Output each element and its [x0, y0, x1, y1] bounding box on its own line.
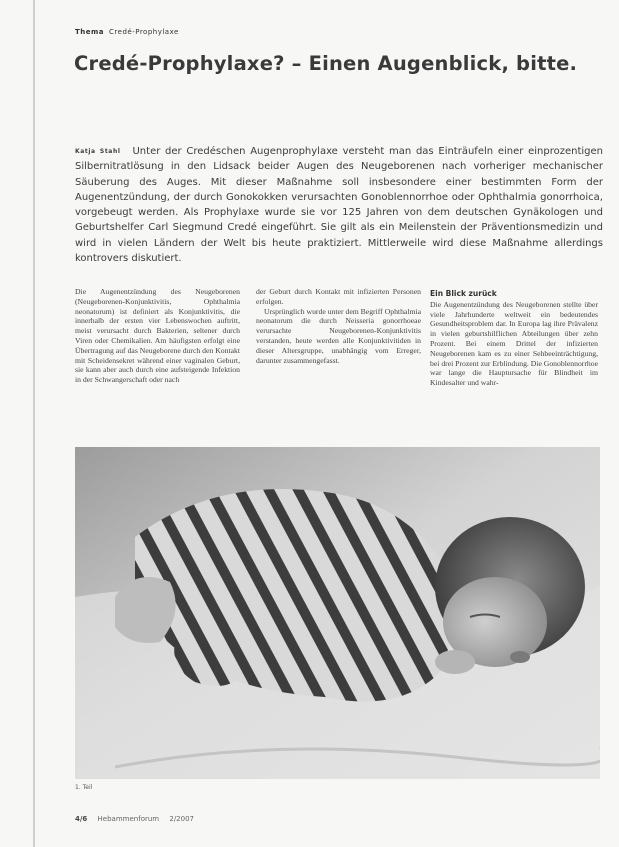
article-title: Credé-Prophylaxe? – Einen Augenblick, bitte.	[74, 52, 578, 75]
column-2-text: der Geburt durch Kontakt mit infizierten Personen erfolgen.	[256, 287, 421, 306]
issue-number: 2/2007	[169, 815, 194, 823]
section-header	[75, 28, 179, 36]
sleeping-baby-photo	[75, 447, 600, 779]
page-gutter	[33, 0, 35, 847]
lead-text: Unter der Credéschen Augenprophylaxe versteht man das Einträufeln einer einprozentigen Silbernitratlösung in den Lidsack beider Augen des Neugeborenen nach vorheriger mechanischer Säuberung des Auges. Mit dieser Maßnahme soll insbesondere einer bestimmten Form der Augenentzündung, der durch Gonokokken verursachten Gonoblennorrhoe oder Ophthalmia gonorrhoica, vorgebeugt werden. Als Prophylaxe wurde sie vor 125 Jahren von dem deutschen Gynäkologen und Geburtshelfer Carl Siegmund Credé eingeführt. Sie gilt als ein Meilenstein der Präventionsmedizin und wird in vielen Ländern der Welt bis heute praktiziert. Mittlerweile wird diese Maßnahme allerdings kontrovers diskutiert.	[75, 146, 603, 265]
body-column-1	[75, 287, 240, 385]
column-3-text: Die Augenentzündung des Neugeborenen stellte über viele Jahrhunderte weltweit ein bedeutendes Gesundheitsproblem dar. In Europa lag ihre Prävalenz in vielen geburtshilflichen Abteilungen über zehn Prozent. Bei einem Drittel der infizierten Neugeborenen kam es zu einer Sehbeeinträchtigung, bei drei Prozent zur Erblindung. Die Gonoblennorrhoe war lange die Hauptursache für Blindheit im Kindesalter und wahr-	[430, 299, 599, 388]
page-number: 4/6	[75, 815, 88, 823]
column-3-heading: Ein Blick zurück	[430, 289, 497, 298]
author-name: Katja Stahl	[75, 148, 121, 155]
column-1-text: Die Augenentzündung des Neugeborenen (Neugeborenen-Konjunktivitis, Ophthalmia neonatorum) ist definiert als Konjunktivitis, die innerhalb der ersten vier Lebenswochen auftritt, meist verursacht durch Bakterien, seltener durch Viren oder Chemikalien. Am häufigsten erfolgt eine Übertragung auf das Neugeborene durch den Kontakt mit Scheidensekret während einer vaginalen Geburt, sie kann aber auch durch eine aufsteigende Infektion in der Schwangerschaft oder nach	[75, 287, 240, 385]
article-lead	[75, 144, 603, 266]
body-column-3	[430, 289, 598, 388]
page-footer	[75, 815, 202, 823]
photo-caption: 1. Teil	[75, 784, 93, 791]
column-2-paragraph-2: Ursprünglich wurde unter dem Begriff Ophthalmia neonatorum die durch Neisseria gonorrhoeae verursachte Neugeborenen-Konjunktivitis verstanden, heute werden alle Konjunktivitiden in dieser Altersgruppe, unabhängig vom Erreger, darunter zusammengefasst.	[256, 306, 421, 365]
magazine-name: Hebammenforum	[97, 815, 160, 823]
section-label: Thema	[75, 28, 105, 36]
body-column-2	[256, 287, 421, 365]
article-photo	[75, 447, 600, 779]
section-topic: Credé-Prophylaxe	[109, 28, 179, 36]
